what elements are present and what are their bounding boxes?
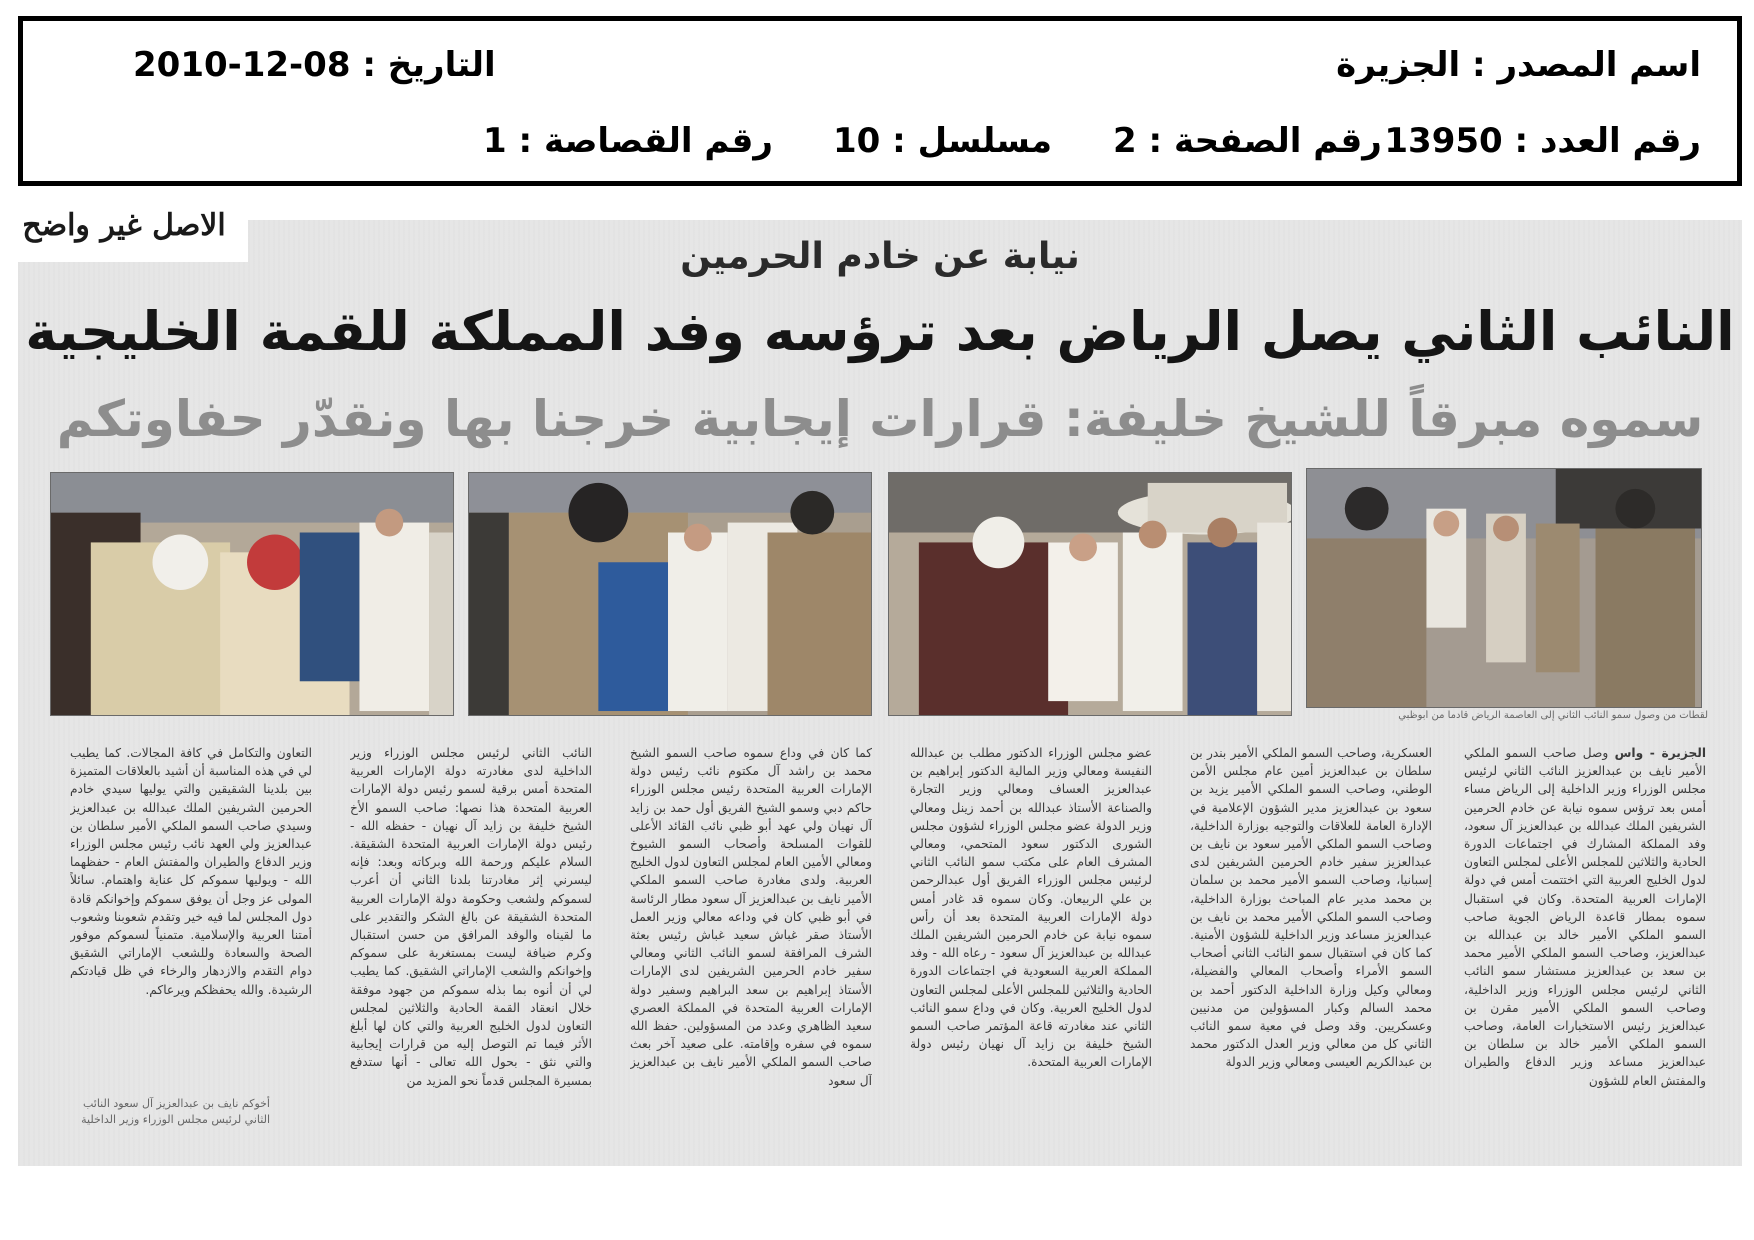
page-number-label: رقم الصفحة : [1148, 121, 1382, 161]
article-column-1 [1464, 744, 1706, 1152]
news-photo-1 [1306, 468, 1702, 708]
article-column-4 [630, 744, 872, 1152]
article-headline: النائب الثاني يصل الرياض بعد ترؤسه وفد المملكة للقمة الخليجية [25, 300, 1735, 363]
article-dateline: الجزيرة - واس [1614, 746, 1706, 760]
article-column-2 [1190, 744, 1432, 1152]
article-subhead: سموه مبرقاً للشيخ خليفة: قرارات إيجابية خرجنا بها ونقدّر حفاوتكم [56, 390, 1704, 448]
article-column-6 [70, 744, 312, 1080]
column-text: العسكرية، وصاحب السمو الملكي الأمير بندر بن سلطان بن عبدالعزيز أمين عام مجلس الأمن الوطني، وصاحب السمو الملكي الأمير يزيد بن سعود بن عبدالعزيز مدير الشؤون الإعلامية في الإدارة العامة للعلاقات والتوجيه بوزارة الداخلية، وصاحب السمو الملكي الأمير سعود بن نايف بن عبدالعزيز سفير خادم الحرمين الشريفين لدى إسبانيا، وصاحب السمو الأمير محمد بن سلمان بن محمد مدير عام المباحث بوزارة الداخلية، وصاحب السمو الملكي الأمير محمد بن نايف بن عبدالعزيز مساعد وزير الداخلية للشؤون الأمنية. كما كان في استقبال سمو النائب الثاني أصحاب السمو الأمراء وأصحاب المعالي والفضيلة، ومعالي وكيل وزارة الداخلية الدكتور أحمد بن محمد السالم وكبار المسؤولين من مدنيين وعسكريين. وقد وصل في معية سمو النائب الثاني كل من معالي وزير العدل الدكتور محمد بن عبدالكريم العيسى ومعالي وزير الدولة [1190, 746, 1432, 1070]
column-text: كما كان في وداع سموه صاحب السمو الشيخ محمد بن راشد آل مكتوم نائب رئيس دولة الإمارات العربية المتحدة رئيس مجلس الوزراء حاكم دبي وسمو الشيخ الفريق أول حمد بن زايد آل نهيان ولي عهد أبو ظبي نائب القائد الأعلى للقوات المسلحة وأصحاب السمو الشيوخ ومعالي الأمين العام لمجلس التعاون لدول الخليج العربية. ولدى مغادرة صاحب السمو الملكي الأمير نايف بن عبدالعزيز آل سعود مطار الرئاسة في أبو ظبي كان في وداعه معالي وزير العمل الأستاذ صقر غباش سعيد غباش رئيس بعثة الشرف المرافقة لسمو النائب الثاني ومعالي سفير خادم الحرمين الشريفين لدى الإمارات الأستاذ إبراهيم بن سعد البراهيم وسفير دولة الإمارات العربية المتحدة في المملكة العصري سعيد الظاهري وعدد من المسؤولين. حفظ الله سموه في سفره وإقامته. على صعيد آخر بعث صاحب السمو الملكي الأمير نايف بن عبدالعزيز آل سعود [630, 746, 872, 1088]
article-kicker: نيابة عن خادم الحرمين [680, 236, 1080, 277]
column-text: النائب الثاني لرئيس مجلس الوزراء وزير الداخلية لدى مغادرته دولة الإمارات العربية المتحدة أمس برقية لسمو رئيس دولة الإمارات العربية المتحدة هذا نصها: صاحب السمو الأخ الشيخ خليفة بن زايد آل نهيان - حفظه الله - رئيس دولة الإمارات العربية المتحدة الشقيقة. السلام عليكم ورحمة الله وبركاته وبعد: فإنه ليسرني إثر مغادرتنا بلدنا الثاني أن أعرب لسموكم ولشعب وحكومة دولة الإمارات العربية المتحدة الشقيقة عن بالغ الشكر والتقدير على ما لقيناه والوفد المرافق من حسن استقبال وكرم ضيافة ليست بمستغربة على سموكم وإخوانكم والشعب الإماراتي الشقيق. كما يطيب لي أن أنوه بما بذله سموكم من جهود موفقة خلال انعقاد القمة الحادية والثلاثين لمجلس التعاون لدول الخليج العربية والتي كان لها أبلغ الأثر فيما تم التوصل إليه من قرارات إيجابية والتي نثق - بحول الله تعالى - أنها ستدفع بمسيرة المجلس قدماً نحو المزيد من [350, 746, 592, 1088]
column-text: التعاون والتكامل في كافة المجالات. كما يطيب لي في هذه المناسبة أن أشيد بالعلاقات المتميزة بين بلدينا الشقيقين والتي يوليها سيدي خادم الحرمين الشريفين الملك عبدالله بن عبدالعزيز وسيدي صاحب السمو الملكي الأمير سلطان بن عبدالعزيز ولي العهد نائب رئيس مجلس الوزراء وزير الدفاع والطيران والمفتش العام - حفظهما الله - ويوليها سموكم كل عناية واهتمام. سائلاً المولى عز وجل أن يوفق سموكم وإخوانكم قادة دول المجلس لما فيه خير وتقدم شعوبنا وشعوب أمتنا العربية والإسلامية. متمنياً لسموكم موفور الصحة والسعادة وللشعب الإماراتي الشقيق دوام التقدم والازدهار والرخاء في ظل قيادتكم الرشيدة. والله يحفظكم ويرعاكم. [70, 746, 312, 997]
column-text: وصل صاحب السمو الملكي الأمير نايف بن عبدالعزيز النائب الثاني لرئيس مجلس الوزراء وزير الداخلية إلى الرياض مساء أمس بعد ترؤس سموه نيابة عن خادم الحرمين الشريفين الملك عبدالله بن عبدالعزيز آل سعود، وفد المملكة المشارك في اجتماعات الدورة الحادية والثلاثين للمجلس الأعلى لمجلس التعاون لدول الخليج العربية التي اختتمت أمس في دولة الإمارات العربية المتحدة. وكان في استقبال سموه بمطار قاعدة الرياض الجوية صاحب السمو الملكي الأمير خالد بن عبدالله بن عبدالعزيز، وصاحب السمو الملكي الأمير محمد بن سعد بن عبدالعزيز مستشار سمو النائب الثاني لرئيس مجلس الوزراء وزير الداخلية، وصاحب السمو الملكي الأمير مقرن بن عبدالعزيز رئيس الاستخبارات العامة، وصاحب السمو الملكي الأمير خالد بن سلطان بن عبدالعزيز مساعد وزير الدفاع والطيران والمفتش العام للشؤون [1464, 746, 1706, 1088]
news-photo-4 [50, 472, 454, 716]
article-column-3 [910, 744, 1152, 1152]
article-column-5 [350, 744, 592, 1152]
serial-value: 10 [833, 121, 881, 161]
date-field [133, 45, 496, 85]
unclear-original-stamp: الاصل غير واضح [0, 196, 248, 262]
clipping-number-field [483, 121, 773, 161]
news-photo-3 [468, 472, 872, 716]
date-label: التاريخ : [362, 45, 496, 85]
newspaper-clipping [18, 220, 1742, 1166]
column-text: عضو مجلس الوزراء الدكتور مطلب بن عبدالله النفيسة ومعالي وزير المالية الدكتور إبراهيم بن عبدالعزيز العساف ومعالي وزير التجارة والصناعة الأستاذ عبدالله بن أحمد زينل ومعالي وزير الدولة عضو مجلس الوزراء لشؤون مجلس الشورى الدكتور سعود المتحمي، ومعالي المشرف العام على مكتب سمو النائب الثاني لرئيس مجلس الوزراء الفريق أول عبدالرحمن بن علي الربيعان. وكان سموه قد غادر أمس دولة الإمارات العربية المتحدة بعد أن رأس سموه نيابة عن خادم الحرمين الشريفين الملك عبدالله بن عبدالعزيز آل سعود - رعاه الله - وفد المملكة العربية السعودية في اجتماعات الدورة الحادية والثلاثين للمجلس الأعلى لمجلس التعاون لدول الخليج العربية. وكان في وداع سمو النائب الثاني عند مغادرته قاعة المؤتمر صاحب السمو الشيخ خليفة بن زايد آل نهيان رئيس دولة الإمارات العربية المتحدة. [910, 746, 1152, 1070]
photo-caption: لقطات من وصول سمو النائب الثاني إلى العاصمة الرياض قادماً من أبوظبي [1398, 710, 1708, 721]
article-signature: أخوكم نايف بن عبدالعزيز آل سعود النائب الثاني لرئيس مجلس الوزراء وزير الداخلية [81, 1097, 270, 1126]
issue-number-value: 13950 [1384, 121, 1503, 161]
page-number-value: 2 [1113, 121, 1137, 161]
page-number-field [1113, 121, 1382, 161]
issue-number-label: رقم العدد : [1514, 121, 1701, 161]
serial-label: مسلسل : [892, 121, 1053, 161]
issue-number-field [1384, 121, 1701, 161]
news-photo-2 [888, 472, 1292, 716]
clipping-number-label: رقم القصاصة : [518, 121, 773, 161]
date-value: 2010-12-08 [133, 45, 351, 85]
clipping-number-value: 1 [483, 121, 507, 161]
metadata-box [18, 16, 1742, 186]
source-field: اسم المصدر : الجزيرة [1336, 45, 1701, 85]
serial-field [833, 121, 1052, 161]
